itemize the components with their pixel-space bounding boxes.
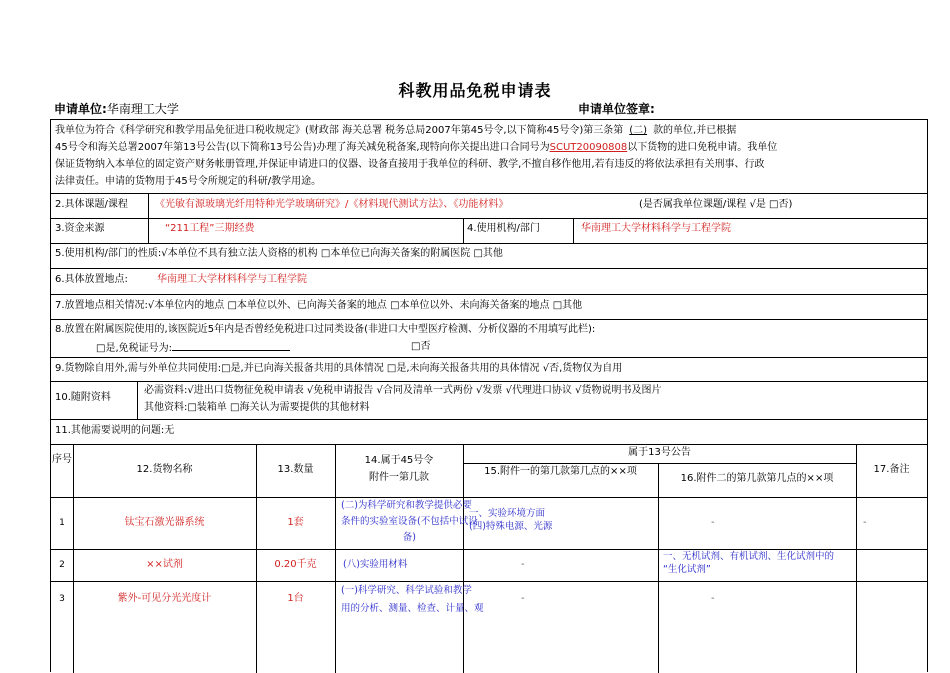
form-body: [50, 119, 928, 445]
row-quantity: 1台: [287, 593, 304, 604]
funding-label: 3.资金来源: [55, 223, 105, 234]
intro-line-4: 法律责任。申请的货物用于45号令所规定的科研/教学用途。: [55, 176, 322, 187]
other-attachments: 其他资料:□装箱单 □海关认为需要提供的其他材料: [144, 402, 370, 413]
contract-number: SCUT20090808: [549, 142, 628, 153]
certificate-number-field[interactable]: [172, 339, 290, 351]
dept-nature: 5.使用机构/部门的性质:√本单位不具有独立法人资格的机构 □本单位已向海关备案的附属医院 □其他: [55, 248, 503, 259]
location-situation: 7.放置地点相关情况:√本单位内的地点 □本单位以外、已向海关备案的地点 □本单位以外、未向海关备案的地点 □其他: [55, 300, 583, 311]
applicant-unit: [54, 100, 179, 117]
col-attach1: 15.附件一的第几款第几点的××项: [484, 466, 637, 477]
row-45-line: (二)为科学研究和教学提供必要: [341, 500, 472, 511]
attachments-label: 10.随附资料: [55, 392, 111, 403]
location-label: 6.具体放置地点:: [55, 274, 128, 285]
required-attachments: 必需资料:√进出口货物征免税申请表 √免税申请报告 √合同及清单一式两份 √发票 √代理进口协议 √货物说明书及图片: [144, 385, 662, 396]
hospital-question: 8.放置在附属医院使用的,该医院近5年内是否曾经免税进口过同类设备(非进口大中型医疗检测、分析仪器的不用填写此栏):: [55, 324, 596, 335]
row-45-line: 用的分析、测量、检查、计量、观: [341, 603, 484, 614]
col-attach2: 16.附件二的第几款第几点的××项: [680, 473, 834, 484]
user-dept-value: 华南理工大学材料科学与工程学院: [581, 223, 731, 234]
signature-label: 申请单位签章:: [578, 102, 655, 116]
hospital-no: □否: [411, 341, 431, 352]
shared-use: 9.货物除自用外,需与外单位共同使用:□是,并已向海关报备共用的具体情况 □是,未向海关报备共用的具体情况 √否,货物仅为自用: [55, 363, 623, 374]
col-goods-name: 12.货物名称: [136, 464, 193, 475]
col-13-group: 属于13号公告: [628, 447, 691, 458]
form-title: 科教用品免税申请表: [398, 81, 552, 100]
topic-value: 《光敏有源玻璃光纤用特种光学玻璃研究》/《材料现代测试方法》、《功能材料》: [155, 199, 509, 210]
row-goods-name: 钛宝石激光器系统: [124, 517, 205, 528]
intro-line-2b: 以下货物的进口免税申请。我单位: [627, 142, 778, 153]
intro-paragraph: [55, 122, 925, 190]
topic-label: 2.具体课题/课程: [55, 199, 128, 210]
intro-line-1: 我单位为符合《科学研究和教学用品免征进口税收规定》(财政部 海关总署 税务总局2007年第45号令,以下简称45号令)第三条第: [55, 125, 624, 136]
row-goods-name: 紫外-可见分光光度计: [117, 593, 212, 604]
row-attach2-line: 一、无机试剂、有机试剂、生化试剂中的: [663, 551, 835, 562]
row-seq: 2: [59, 560, 65, 570]
row-attach2: -: [711, 517, 715, 528]
intro-line-1b: 款的单位,并已根据: [653, 125, 737, 136]
intro-line-3: 保证货物纳入本单位的固定资产财务帐册管理,并保证申请进口的仪器、设备直接用于我单位的科研、教学,不擅自移作他用,若有违反的将依法承担有关刑事、行政: [55, 159, 765, 170]
goods-table: [50, 444, 928, 672]
row-attach1-line: 一、实验环境方面: [469, 508, 546, 519]
topic-ownership: (是否属我单位课题/课程 √是 □否): [639, 199, 793, 210]
row-attach2-line: “生化试剂”: [663, 564, 711, 575]
col-seq: 序号: [52, 454, 72, 465]
row-attach2: [663, 550, 834, 576]
row-quantity: 1套: [287, 517, 304, 528]
row-45-clause: (八)实验用材料: [343, 559, 408, 570]
applicant-label: 申请单位:: [54, 102, 107, 116]
clause-number: (二): [629, 125, 648, 136]
row-seq: 3: [59, 594, 65, 604]
row-attach1-line: (四)特殊电源、光源: [469, 521, 553, 532]
row-45-line: 条件的实验室设备(不包括中试设: [341, 516, 478, 527]
row-remark: -: [863, 517, 867, 528]
col-45-line2: 附件一第几款: [369, 472, 429, 483]
other-notes: 11.其他需要说明的问题:无: [55, 425, 175, 436]
col-45-line1: 14.属于45号令: [364, 455, 434, 466]
user-dept-label: 4.使用机构/部门: [467, 223, 540, 234]
row-attach1: -: [521, 593, 525, 604]
funding-value: “211工程”三期经费: [165, 223, 255, 234]
intro-line-2: 45号令和海关总署2007年第13号公告(以下简称13号公告)办理了海关减免税备案,现特向你关提出进口合同号为: [55, 142, 550, 153]
hospital-yes-label: □是,免税证号为:: [96, 343, 172, 354]
row-goods-name: ××试剂: [146, 559, 183, 570]
row-45-line: (一)科学研究、科学试验和教学: [341, 585, 472, 596]
row-attach1: [469, 507, 552, 533]
col-quantity: 13.数量: [277, 464, 314, 475]
applicant-value: 华南理工大学: [106, 102, 179, 116]
row-attach2: -: [711, 593, 715, 604]
row-45-line: 备): [402, 532, 416, 543]
location-value: 华南理工大学材料科学与工程学院: [157, 274, 307, 285]
row-attach1: -: [521, 559, 525, 570]
hospital-yes: [96, 339, 290, 357]
col-remark: 17.备注: [873, 464, 910, 475]
row-quantity: 0.20千克: [274, 559, 317, 570]
row-45-clause: [341, 498, 478, 546]
row-seq: 1: [59, 518, 65, 528]
row-45-clause: [341, 582, 484, 618]
